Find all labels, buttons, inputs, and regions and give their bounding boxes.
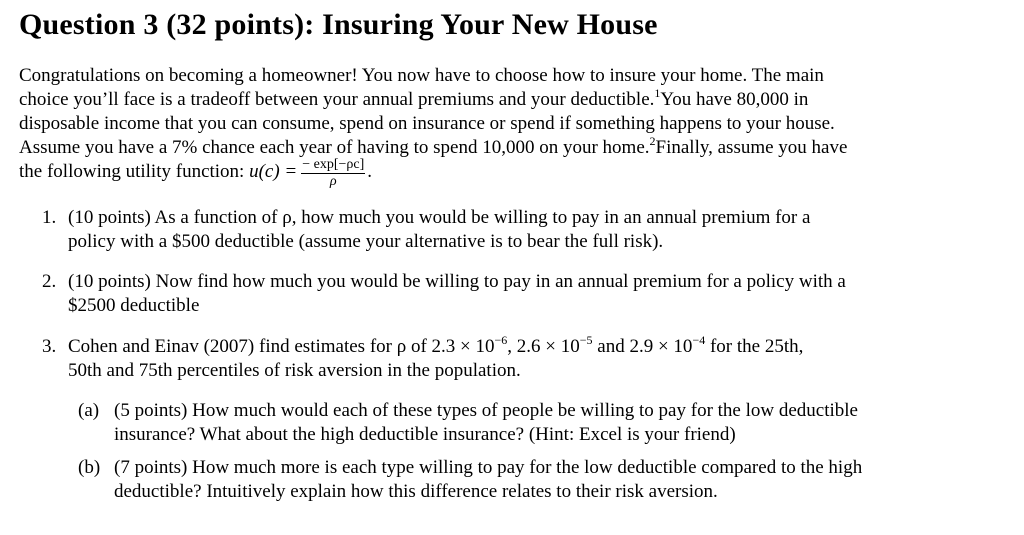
intro-text-segment: choice you’ll face is a tradeoff between your annual premiums and your deductible.	[19, 89, 655, 110]
sentence-end: .	[367, 161, 373, 182]
intro-text-segment: Assume you have a 7% chance each year of having to spend 10,000 on your home.	[19, 137, 650, 158]
sub-item-text: insurance? What about the high deductible insurance? (Hint: Excel is your friend)	[114, 424, 736, 445]
item-line	[68, 206, 968, 230]
footnote-marker: 2	[649, 134, 656, 148]
exponent: −5	[579, 333, 593, 347]
item-number: 3.	[42, 336, 57, 357]
item-line	[68, 359, 968, 383]
item-line	[68, 294, 968, 318]
intro-line	[19, 64, 969, 88]
list-item	[42, 335, 968, 383]
list-item	[42, 270, 968, 318]
footnote-marker: 1	[654, 86, 661, 100]
item-text-segment: Cohen and Einav (2007) find estimates for ρ of 2.3 × 10	[68, 336, 495, 357]
sub-item-text: (5 points) How much would each of these types of people be willing to pay for the low deductible	[114, 400, 858, 421]
item-body	[68, 270, 968, 318]
item-line	[68, 230, 968, 254]
item-body	[68, 335, 968, 383]
utility-function-lhs: u(c) =	[249, 161, 298, 182]
item-number: 1.	[42, 207, 57, 228]
item-text-segment: for the 25th,	[705, 336, 804, 357]
sub-item-line	[114, 480, 968, 504]
sub-item-label: (a)	[78, 400, 100, 421]
item-number: 2.	[42, 271, 57, 292]
sub-item-text: deductible? Intuitively explain how this difference relates to their risk aversion.	[114, 481, 718, 502]
exponent: −4	[692, 333, 706, 347]
item-text: (10 points) Now find how much you would be willing to pay in an annual premium for a policy with a	[68, 271, 846, 292]
sub-item-line	[114, 423, 968, 447]
utility-function-fraction	[301, 158, 365, 189]
intro-text: Congratulations on becoming a homeowner! You now have to choose how to insure your home. The main	[19, 65, 824, 86]
item-text: (10 points) As a function of ρ, how much you would be willing to pay in an annual premium for a	[68, 207, 811, 228]
item-text-segment: , 2.6 × 10	[507, 336, 580, 357]
intro-line	[19, 112, 969, 136]
list-item	[42, 206, 968, 254]
sub-item	[78, 399, 968, 447]
intro-text-segment: You have 80,000 in	[660, 89, 809, 110]
item-line	[68, 335, 968, 359]
intro-line	[19, 157, 969, 191]
item-line	[68, 270, 968, 294]
item-text	[68, 335, 803, 359]
fraction-denominator: ρ	[329, 174, 337, 189]
sub-item-text: (7 points) How much more is each type willing to pay for the low deductible compared to the high	[114, 457, 863, 478]
sub-item-body	[114, 399, 968, 447]
intro-line	[19, 88, 969, 112]
fraction-numerator: − exp[−ρc]	[302, 157, 365, 172]
intro-text: the following utility function:	[19, 161, 250, 182]
sub-item-label: (b)	[78, 457, 101, 478]
item-body	[68, 206, 968, 254]
intro-text: disposable income that you can consume, spend on insurance or spend if something happens to your house.	[19, 113, 835, 134]
question-title: Question 3 (32 points): Insuring Your New House	[19, 8, 658, 41]
sub-item-line	[114, 456, 968, 480]
sub-item	[78, 456, 968, 504]
item-text: $2500 deductible	[68, 295, 200, 316]
intro-text	[19, 88, 808, 112]
exponent: −6	[494, 333, 508, 347]
sub-item-line	[114, 399, 968, 423]
intro-paragraph	[19, 64, 969, 191]
item-text: 50th and 75th percentiles of risk aversion in the population.	[68, 360, 521, 381]
intro-line	[19, 136, 969, 160]
intro-text	[19, 136, 847, 160]
intro-text-segment: Finally, assume you have	[655, 137, 848, 158]
item-text-segment: and 2.9 × 10	[592, 336, 693, 357]
sub-item-body	[114, 456, 968, 504]
item-text: policy with a $500 deductible (assume your alternative is to bear the full risk).	[68, 231, 664, 252]
